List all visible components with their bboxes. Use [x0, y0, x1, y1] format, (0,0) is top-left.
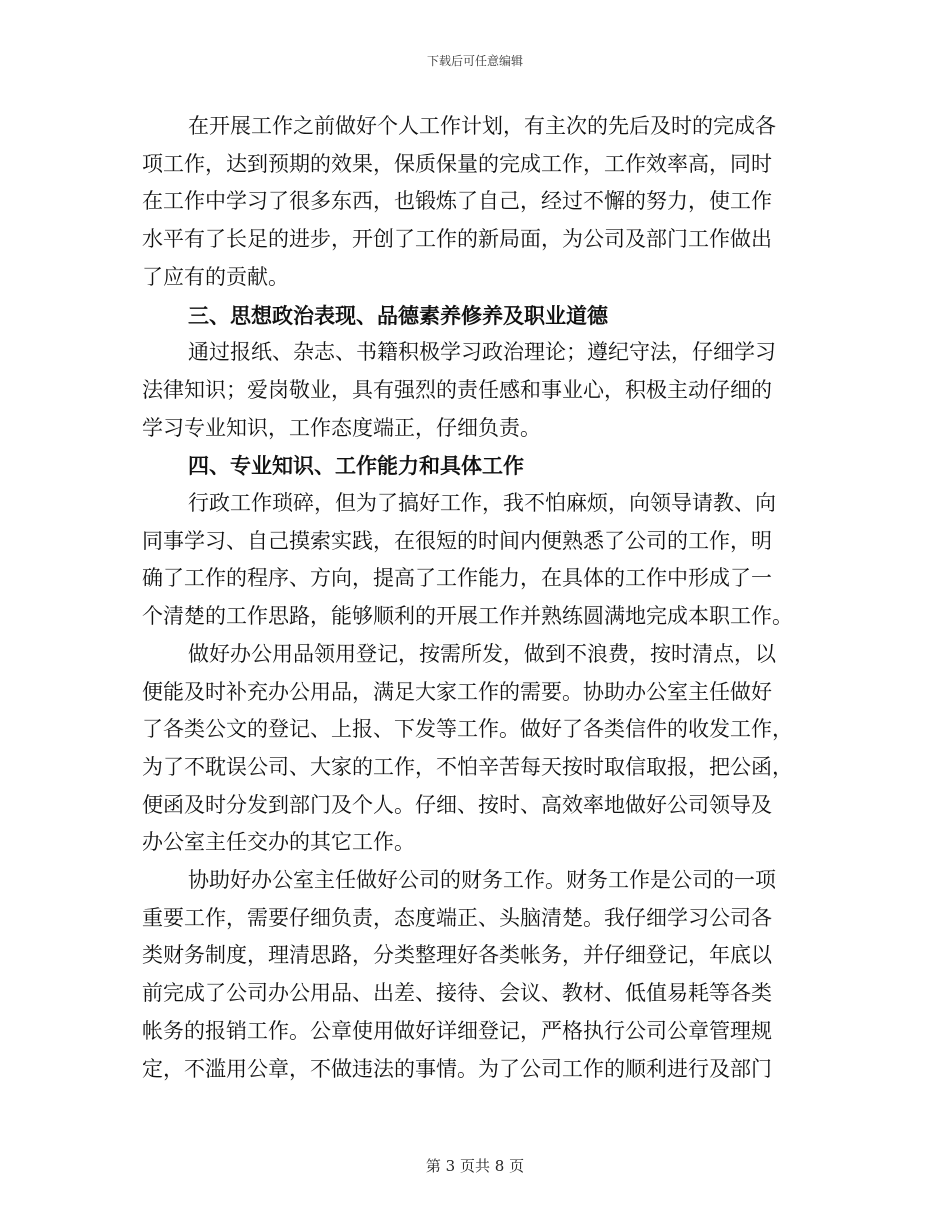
page-header: 下载后可任意编辑 — [426, 54, 523, 68]
heading-text: 三、思想政治表现、品德素养修养及职业道德 — [188, 302, 608, 328]
text-line: 个清楚的工作思路，能够顺利的开展工作并熟练圆满地完成本职工作。 — [142, 604, 793, 629]
text-line: 帐务的报销工作。公章使用做好详细登记，严格执行公司公章管理规 — [142, 1018, 772, 1043]
text-line: 通过报纸、杂志、书籍积极学习政治理论；遵纪守法，仔细学习 — [188, 340, 776, 365]
paragraph-admin-work — [142, 485, 800, 636]
text-line: 在工作中学习了很多东西，也锻炼了自己，经过不懈的努力，使工作 — [142, 189, 772, 214]
text-line: 同事学习、自己摸索实践，在很短的时间内便熟悉了公司的工作，明 — [142, 528, 772, 553]
text-line: 前完成了公司办公用品、出差、接待、会议、教材、低值易耗等各类 — [142, 981, 772, 1006]
paragraph-office-supplies — [142, 636, 800, 862]
text-line: 便能及时补充办公用品，满足大家工作的需要。协助办公室主任做好 — [142, 679, 772, 704]
document-body — [142, 108, 800, 1088]
text-line: 确了工作的程序、方向，提高了工作能力，在具体的工作中形成了一 — [142, 566, 772, 591]
page-number-footer: 第 3 页共 8 页 — [425, 1157, 525, 1175]
text-line: 为了不耽误公司、大家的工作，不怕辛苦每天按时取信取报，把公函， — [142, 754, 793, 779]
text-line: 协助好办公室主任做好公司的财务工作。财务工作是公司的一项 — [188, 868, 776, 893]
text-line: 项工作，达到预期的效果，保质保量的完成工作，工作效率高，同时 — [142, 151, 772, 176]
text-line: 办公室主任交办的其它工作。 — [142, 830, 415, 855]
text-line: 便函及时分发到部门及个人。仔细、按时、高效率地做好公司领导及 — [142, 792, 772, 817]
text-line: 类财务制度，理清思路，分类整理好各类帐务，并仔细登记，年底以 — [142, 943, 772, 968]
paragraph-political-study — [142, 334, 800, 447]
heading-text: 四、专业知识、工作能力和具体工作 — [188, 453, 524, 479]
text-line: 了各类公文的登记、上报、下发等工作。做好了各类信件的收发工作， — [142, 717, 793, 742]
section-heading-professional-skills — [142, 447, 800, 485]
text-line: 学习专业知识，工作态度端正，仔细负责。 — [142, 415, 541, 440]
text-line: 了应有的贡献。 — [142, 264, 289, 289]
paragraph-finance-work — [142, 862, 800, 1088]
text-line: 行政工作琐碎，但为了搞好工作，我不怕麻烦，向领导请教、向 — [188, 491, 776, 516]
text-line: 在开展工作之前做好个人工作计划，有主次的先后及时的完成各 — [188, 114, 776, 138]
section-heading-ethics — [142, 297, 800, 335]
text-line: 做好办公用品领用登记，按需所发，做到不浪费，按时清点，以 — [188, 641, 776, 666]
text-line: 重要工作，需要仔细负责，态度端正、头脑清楚。我仔细学习公司各 — [142, 905, 772, 930]
text-line: 法律知识；爱岗敬业，具有强烈的责任感和事业心，积极主动仔细的 — [142, 377, 772, 402]
text-line: 水平有了长足的进步，开创了工作的新局面，为公司及部门工作做出 — [142, 227, 772, 252]
paragraph-work-planning — [142, 108, 800, 297]
text-line: 定，不滥用公章，不做违法的事情。为了公司工作的顺利进行及部门 — [142, 1056, 772, 1081]
